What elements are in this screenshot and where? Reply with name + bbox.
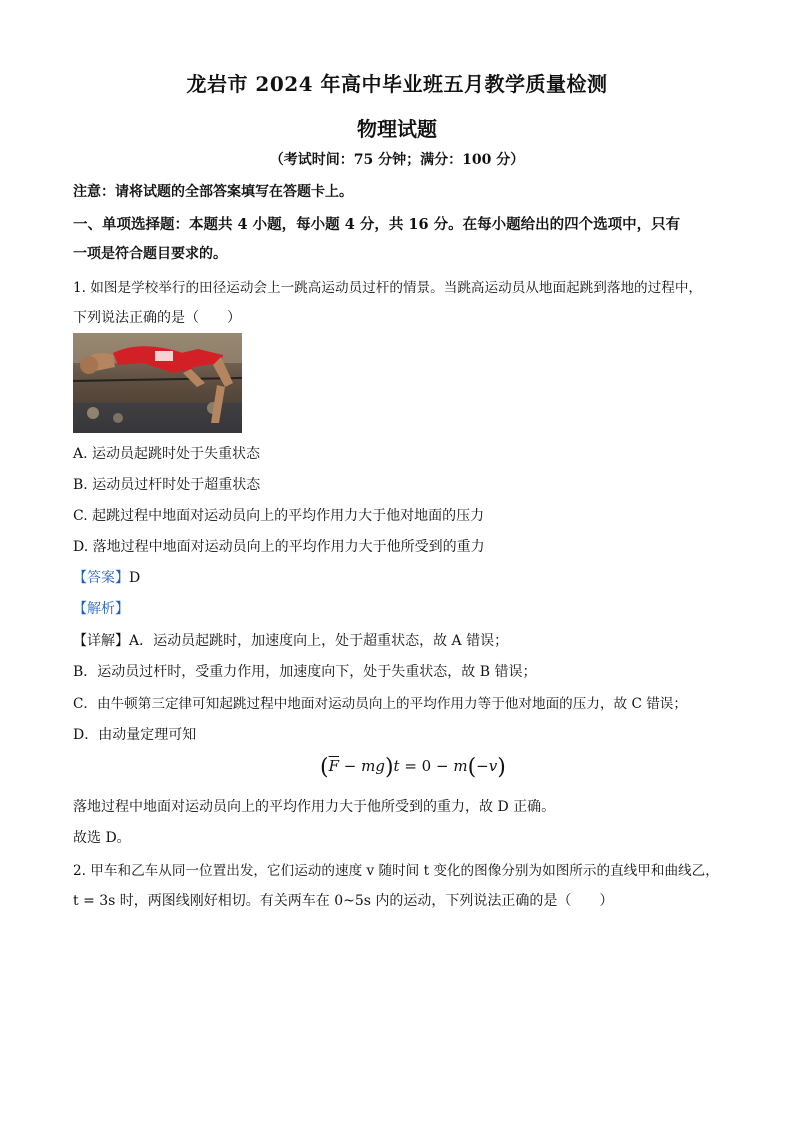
q1-conclusion: 落地过程中地面对运动员向上的平均作用力大于他所受到的重力，故 D 正确。 xyxy=(73,799,556,815)
subject-title: 物理试题 xyxy=(357,117,437,141)
formula-f: $\overline{F}$ xyxy=(328,757,340,775)
detail-label: 【详解】 xyxy=(73,633,129,649)
formula-rhs: = 0 − xyxy=(399,757,454,775)
formula-t: t xyxy=(393,757,400,775)
notice: 注意：请将试题的全部答案填写在答题卡上。 xyxy=(73,184,353,200)
analysis-label: 【解析】 xyxy=(73,601,129,617)
detail-text-a: A．运动员起跳时，加速度向上，处于超重状态，故 A 错误； xyxy=(129,633,509,649)
q1-stem-line2: 下列说法正确的是（ ） xyxy=(73,310,241,326)
answer-label: 【答案】 xyxy=(73,570,129,586)
q1-option-b: B. 运动员过杆时处于超重状态 xyxy=(73,477,261,493)
q2-stem-line2: t = 3s 时，两图线刚好相切。有关两车在 0~5s 内的运动，下列说法正确的是（ ） xyxy=(73,893,614,909)
exam-info: （考试时间：75 分钟；满分：100 分） xyxy=(269,152,525,168)
q1-option-a: A. 运动员起跳时处于失重状态 xyxy=(73,446,261,462)
detail-line-a xyxy=(73,630,508,650)
momentum-formula: $(\overline{F} - mg)t = 0 - m(-v)$ xyxy=(320,755,506,780)
formula-m: m xyxy=(453,757,468,775)
section-heading-line1: 一、单项选择题：本题共 4 小题，每小题 4 分，共 16 分。在每小题给出的四个选项中，只有 xyxy=(73,216,681,233)
q1-answer xyxy=(73,567,140,587)
formula-mg: − mg xyxy=(339,757,385,775)
high-jump-photo xyxy=(73,333,242,433)
section-heading-line2: 一项是符合题目要求的。 xyxy=(73,246,227,262)
high-jump-illustration xyxy=(73,333,242,433)
q1-option-c: C. 起跳过程中地面对运动员向上的平均作用力大于他对地面的压力 xyxy=(73,508,485,524)
detail-line-b: B．运动员过杆时，受重力作用，加速度向下，处于失重状态，故 B 错误； xyxy=(73,664,537,680)
q1-choice: 故选 D。 xyxy=(73,830,131,846)
exam-title: 龙岩市 2024 年高中毕业班五月教学质量检测 xyxy=(186,72,608,96)
q1-stem-line1: 1. 如图是学校举行的田径运动会上一跳高运动员过杆的情景。当跳高运动员从地面起跳到落地的过程中， xyxy=(73,280,703,296)
q2-stem-line1: 2. 甲车和乙车从同一位置出发，它们运动的速度 v 随时间 t 变化的图像分别为如图所示的直线甲和曲线乙， xyxy=(73,863,719,879)
formula-v: −v xyxy=(476,757,498,775)
q1-option-d: D. 落地过程中地面对运动员向上的平均作用力大于他所受到的重力 xyxy=(73,539,485,555)
answer-value: D xyxy=(129,570,141,586)
detail-line-d: D．由动量定理可知 xyxy=(73,727,197,743)
detail-line-c: C．由牛顿第三定律可知起跳过程中地面对运动员向上的平均作用力等于他对地面的压力，故 C 错误； xyxy=(73,696,687,712)
